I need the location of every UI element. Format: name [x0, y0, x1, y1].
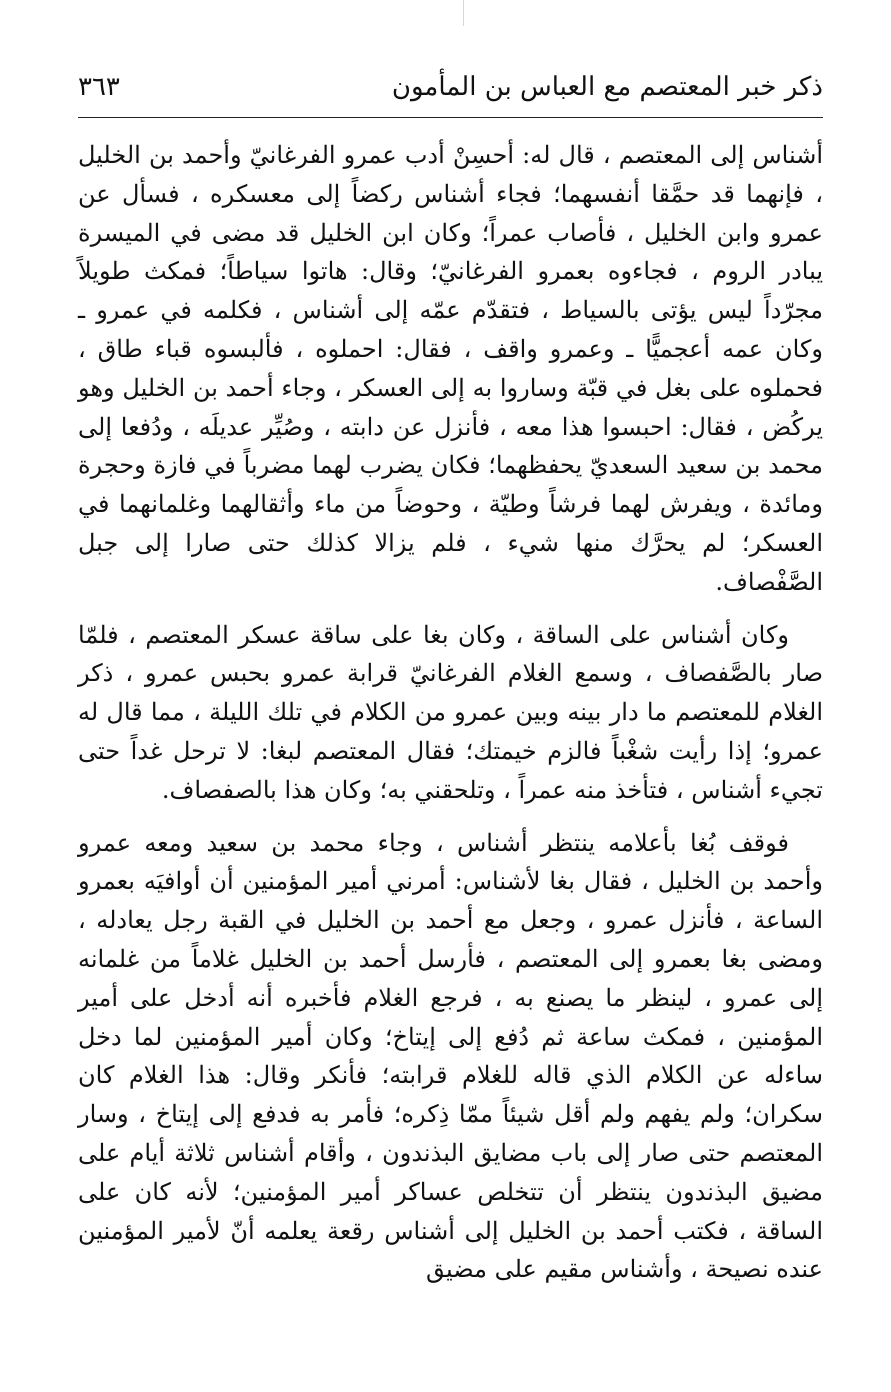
- paragraph: فوقف بُغا بأعلامه ينتظر أشناس ، وجاء محمد بن سعيد ومعه عمرو وأحمد بن الخليل ، فقال بغا لأشناس: أمرني أمير المؤمنين أن أوافيَه بعمرو الساعة ، فأنزل عمرو ، وجعل مع أحمد بن الخليل في القبة رجل يعادله ، ومضى بغا بعمرو إلى المعتصم ، فأرسل أحمد بن الخليل غلاماً من غلمانه إلى عمرو ، لينظر ما يصنع به ، فرجع الغلام فأخبره أنه أدخل على أمير المؤمنين ، فمكث ساعة ثم دُفع إلى إيتاخ؛ وكان أمير المؤمنين لما دخل ساءله عن الكلام الذي قاله للغلام قرابته؛ فأنكر وقال: هذا الغلام كان سكران؛ ولم يفهم ولم أقل شيئاً ممّا ذِكره؛ فأمر به فدفع إلى إيتاخ ، وسار المعتصم حتى صار إلى باب مضايق البذندون ، وأقام أشناس ثلاثة أيام على مضيق البذندون ينتظر أن تتخلص عساكر أمير المؤمنين؛ لأنه كان على الساقة ، فكتب أحمد بن الخليل إلى أشناس رقعة يعلمه أنّ لأمير المؤمنين عنده نصيحة ، وأشناس مقيم على مضيق: [78, 828, 823, 1284]
- paragraph: أشناس إلى المعتصم ، قال له: أحسِنْ أدب عمرو الفرغانيّ وأحمد بن الخليل ، فإنهما قد حمَّقا أنفسهما؛ فجاء أشناس ركضاً إلى معسكره ، فسأل عن عمرو وابن الخليل ، فأصاب عمراً؛ وكان ابن الخليل قد مضى في الميسرة يبادر الروم ، فجاءوه بعمرو الفرغانيّ؛ وقال: هاتوا سياطاً؛ فمكث طويلاً مجرّداً ليس يؤتى بالسياط ، فتقدّم عمّه إلى أشناس ، فكلمه في عمرو ـ وكان عمه أعجميًّا ـ وعمرو واقف ، فقال: احملوه ، فألبسوه قباء طاق ، فحملوه على بغل في قبّة وساروا به إلى العسكر ، وجاء أحمد بن الخليل وهو يركُض ، فقال: احبسوا هذا معه ، فأنزل عن دابته ، وصُيِّر عديلَه ، ودُفعا إلى محمد بن سعيد السعديّ يحفظهما؛ فكان يضرب لهما مضرباً في فازة وحجرة ومائدة ، ويفرش لهما فرشاً وطيّة ، وحوضاً من ماء وأثقالهما وغلمانهما في العسكر؛ لم يحرَّك منها شيء ، فلم يزالا كذلك حتى صارا إلى جبل الصَّفْصاف.: [78, 141, 824, 596]
- body-text: [78, 136, 823, 1289]
- crop-mark: [463, 0, 464, 26]
- paragraph: وكان أشناس على الساقة ، وكان بغا على ساقة عسكر المعتصم ، فلمّا صار بالصَّفصاف ، وسمع الغلام الفرغانيّ قرابة عمرو بحبس عمرو ، ذكر الغلام للمعتصم ما دار بينه وبين عمرو من الكلام في تلك الليلة ، مما قال له عمرو؛ إذا رأيت شغْباً فالزم خيمتك؛ فقال المعتصم لبغا: لا ترحل غداً حتى تجيء أشناس ، فتأخذ منه عمراً ، وتلحقني به؛ وكان هذا بالصفصاف.: [78, 620, 823, 804]
- header-rule: [78, 117, 823, 118]
- running-head: [78, 68, 823, 114]
- page-number: ٣٦٣: [78, 72, 120, 102]
- running-title: ذكر خبر المعتصم مع العباس بن المأمون: [391, 72, 823, 102]
